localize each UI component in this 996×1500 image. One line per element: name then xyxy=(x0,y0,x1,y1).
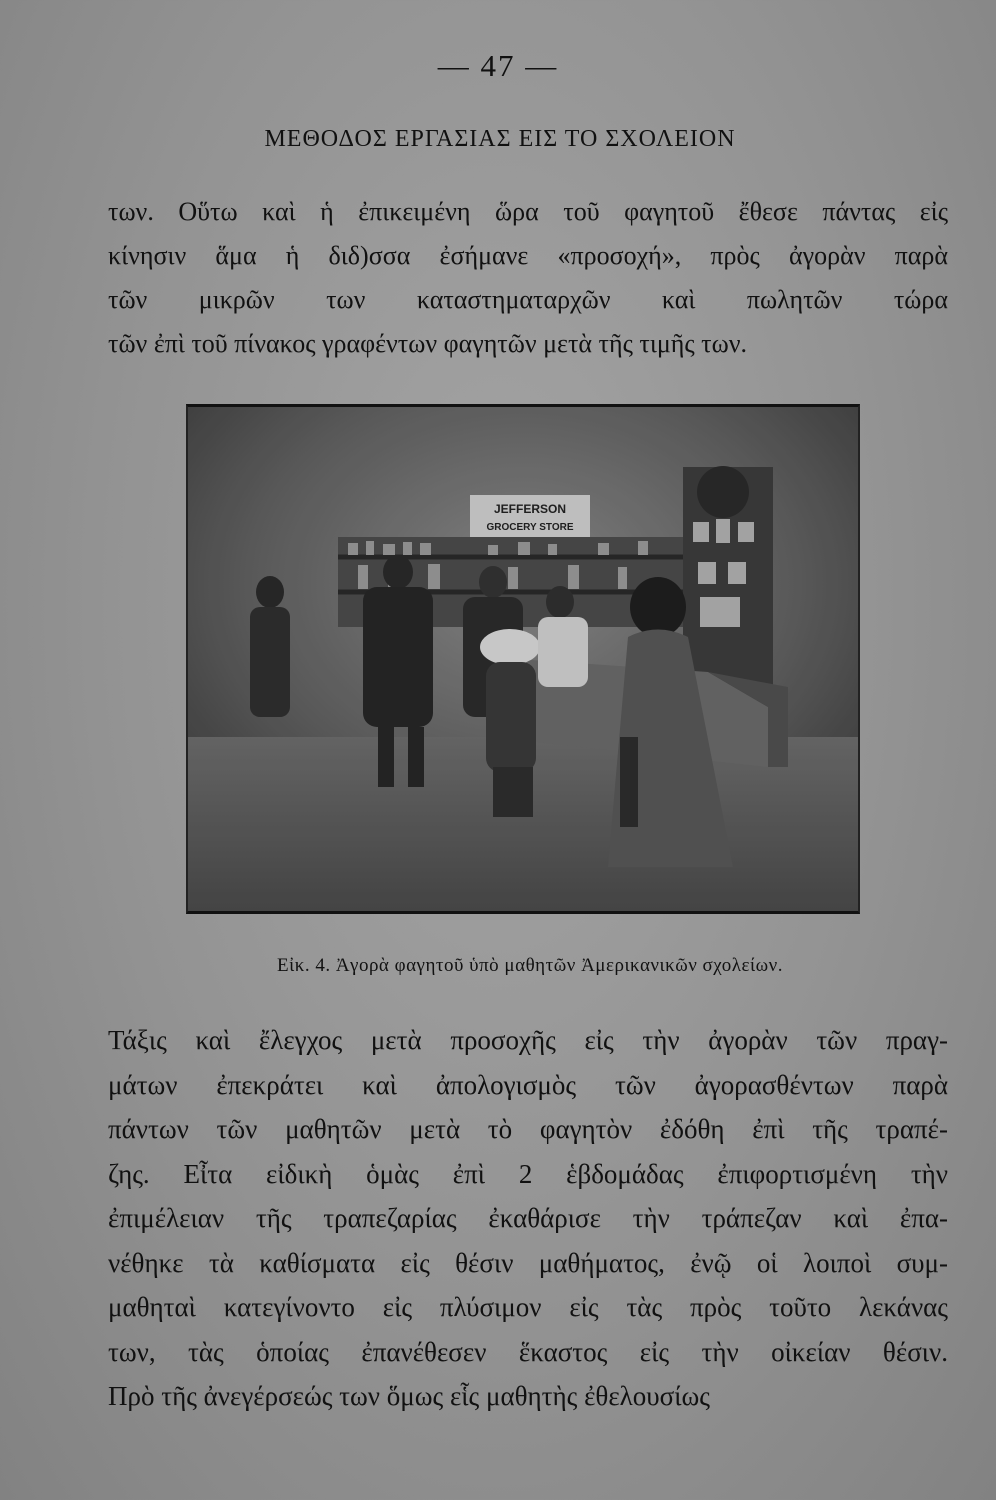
text-line: των, τὰς ὁποίας ἐπανέθεσεν ἕκαστος εἰς τὴν οἰκείαν θέσιν. xyxy=(108,1336,948,1367)
text-line: ἐπιμέλειαν τῆς τραπεζαρίας ἐκαθάρισε τὴν τράπεζαν καὶ ἐπα- xyxy=(108,1203,948,1233)
text-line: των. Οὕτω καὶ ἡ ἐπικειμένη ὥρα τοῦ φαγητοῦ ἔθεσε πάντας εἰς xyxy=(108,197,948,226)
grocery-store-photo xyxy=(186,404,860,914)
text-line: κίνησιν ἅμα ἡ διδ)σσα ἐσήμανε «προσοχή», πρὸς ἀγορὰν παρὰ xyxy=(108,241,948,270)
text-line: τῶν ἐπὶ τοῦ πίνακος γραφέντων φαγητῶν μετὰ τῆς τιμῆς των. xyxy=(108,329,747,358)
text-line: Τάξις καὶ ἔλεγχος μετὰ προσοχῆς εἰς τὴν ἀγορὰν τῶν πραγ- xyxy=(108,1025,948,1055)
paragraph-top xyxy=(108,190,948,366)
figure-caption: Εἰκ. 4. Ἀγορὰ φαγητοῦ ὑπὸ μαθητῶν Ἀμερικανικῶν σχολείων. xyxy=(277,955,783,976)
text-line: μαθηταὶ κατεγίνοντο εἰς πλύσιμον εἰς τὰς πρὸς τοῦτο λεκάνας xyxy=(108,1292,948,1322)
text-line: τῶν μικρῶν των καταστηματαρχῶν καὶ πωλητῶν τώρα xyxy=(108,285,948,314)
text-line: ζης. Εἶτα εἰδικὴ ὁμὰς ἐπὶ 2 ἑβδομάδας ἐπιφορτισμένη τὴν xyxy=(108,1158,948,1189)
text-line: Πρὸ τῆς ἀνεγέρσεώς των ὅμως εἷς μαθητὴς ἐθελουσίως xyxy=(108,1381,710,1411)
text-line: πάντων τῶν μαθητῶν μετὰ τὸ φαγητὸν ἐδόθη ἐπὶ τῆς τραπέ- xyxy=(108,1114,948,1144)
text-line: νέθηκε τὰ καθίσματα εἰς θέσιν μαθήματος, ἐνῷ οἱ λοιποὶ συμ- xyxy=(108,1247,948,1278)
running-head: ΜΕΘΟΔΟΣ ΕΡΓΑΣΙΑΣ ΕΙΣ ΤΟ ΣΧΟΛΕΙΟΝ xyxy=(264,126,736,152)
store-sign-line1: JEFFERSON xyxy=(493,502,567,516)
paragraph-bottom xyxy=(108,1018,948,1419)
photo-illustration xyxy=(188,407,858,911)
text-line: μάτων ἐπεκράτει καὶ ἀπολογισμὸς τῶν ἀγορασθέντων παρὰ xyxy=(108,1069,948,1100)
page-number: — 47 — xyxy=(437,48,559,83)
store-sign-line2: GROCERY STORE xyxy=(486,522,574,533)
